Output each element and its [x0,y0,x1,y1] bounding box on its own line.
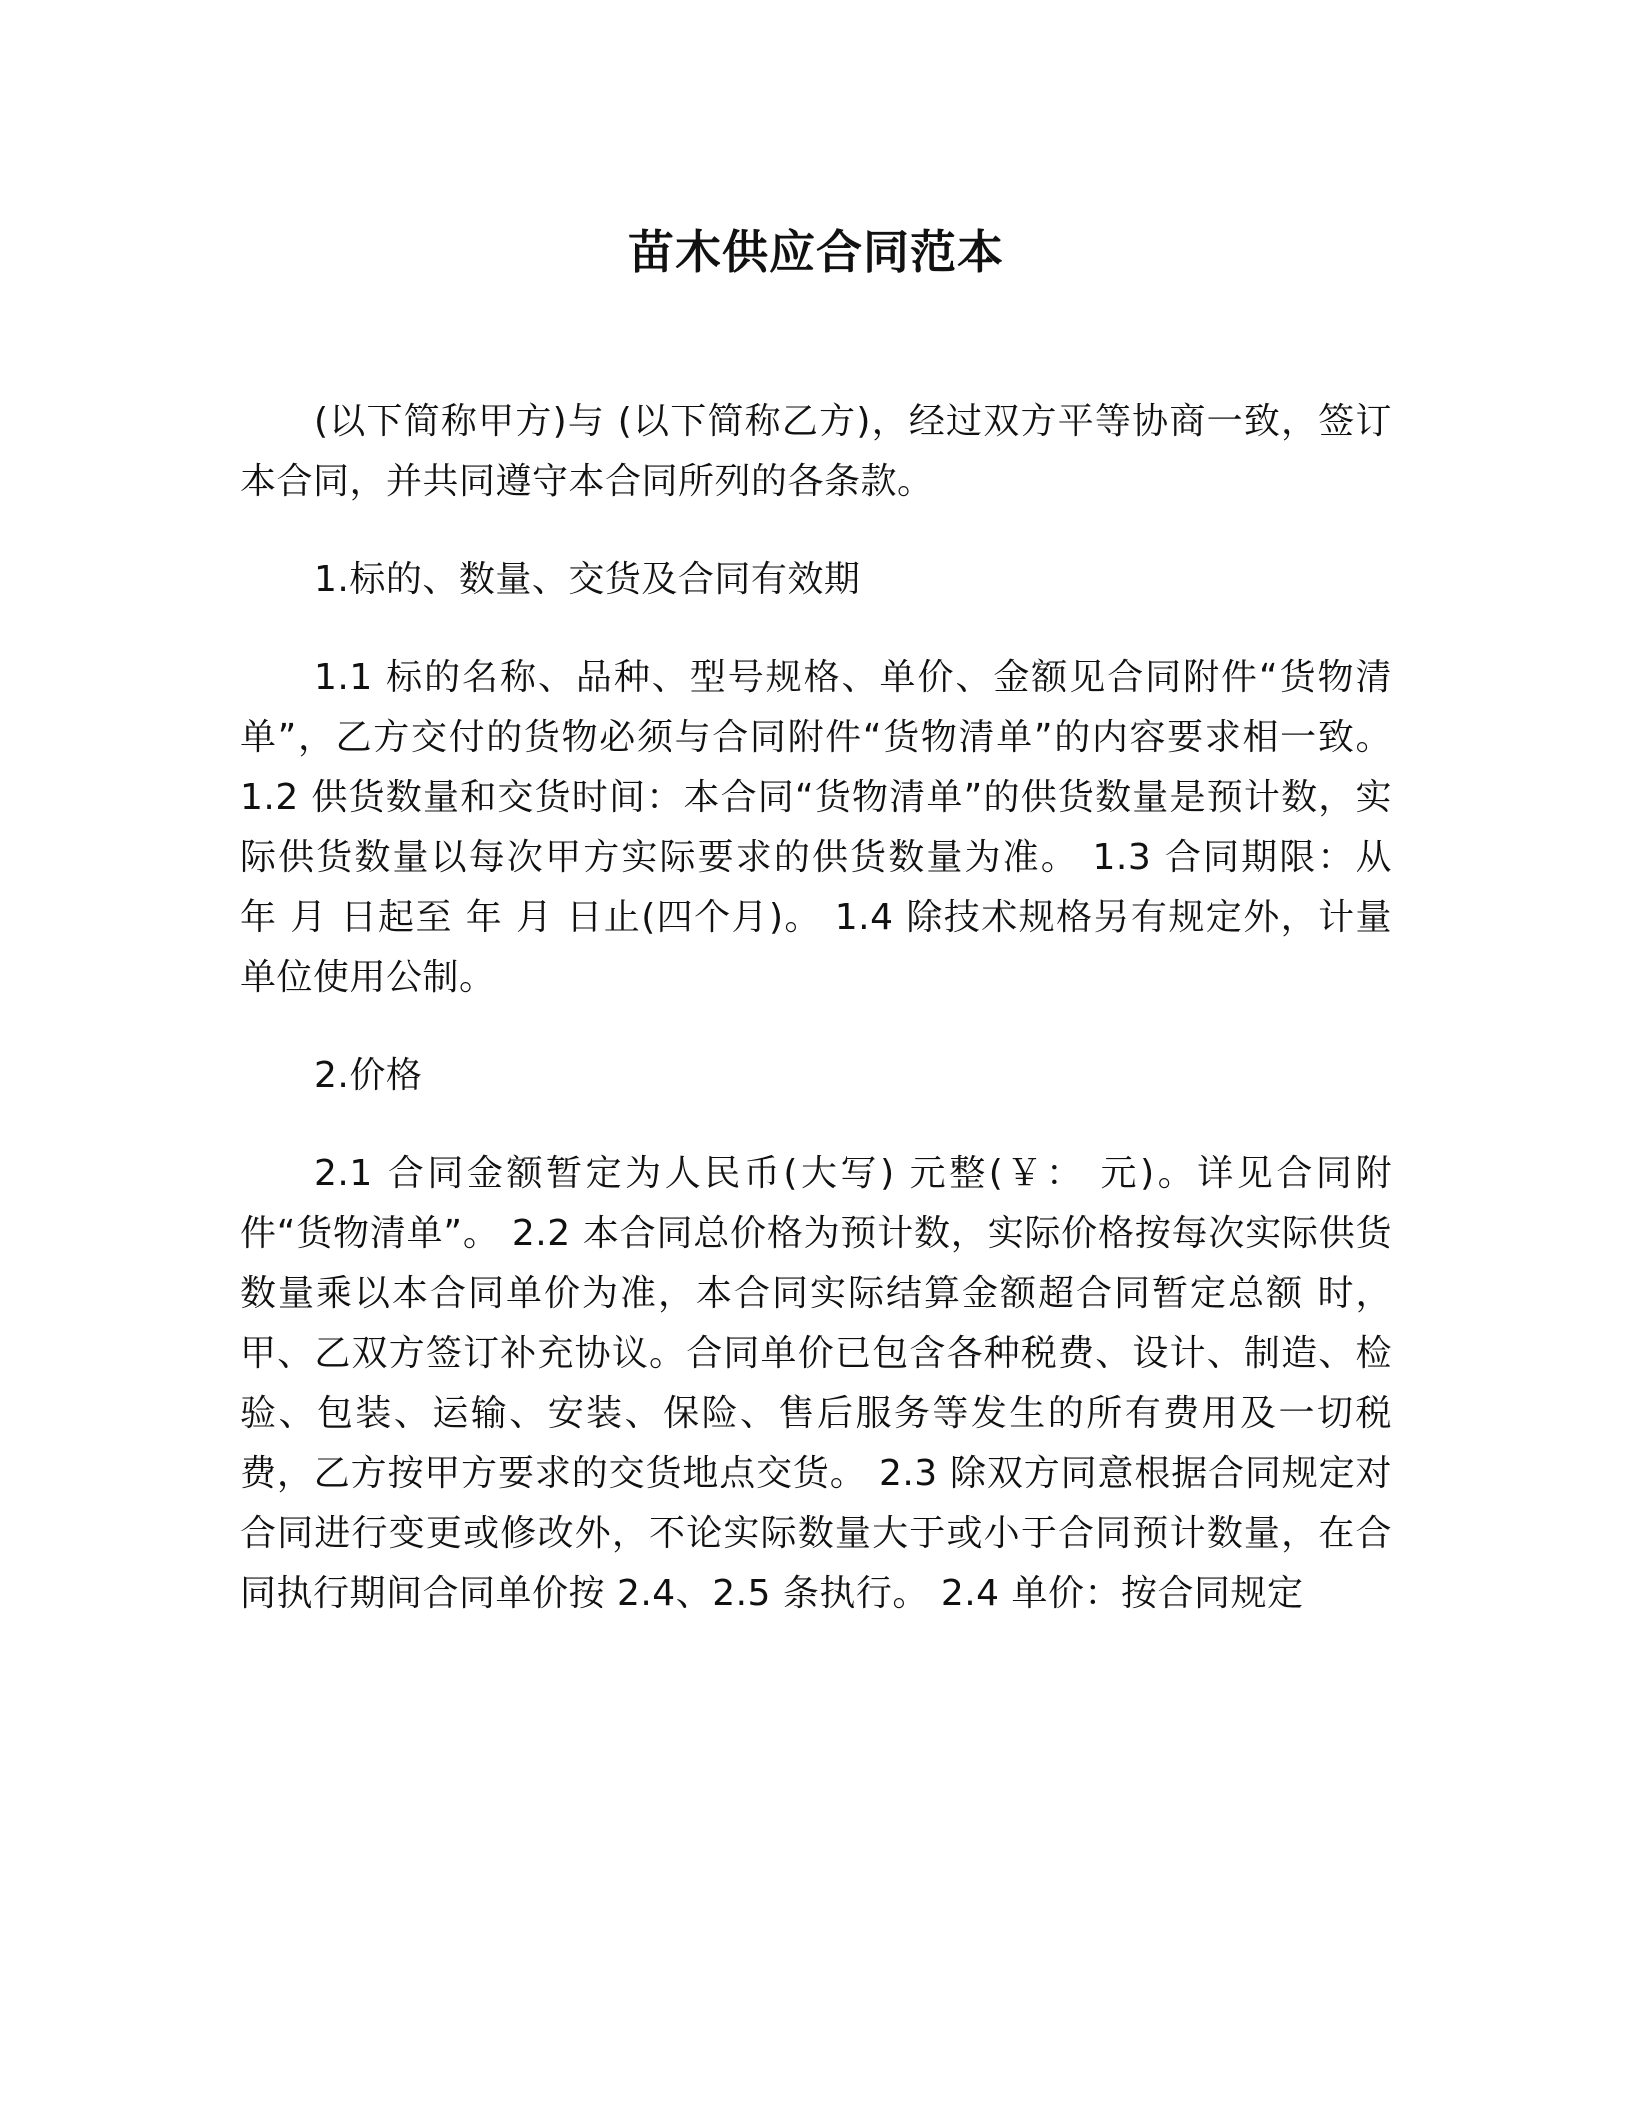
section-heading-2: 2.价格 [314,1055,423,1096]
section-heading-1: 1.标的、数量、交货及合同有效期 [314,559,861,600]
intro-paragraph: (以下简称甲方)与 (以下简称乙方)，经过双方平等协商一致，签订本合同，并共同遵守本合同所列的各条款。 [240,401,1392,502]
document-title: 苗木供应合同范本 [628,225,1004,279]
document-body [240,392,1392,1662]
section-1-paragraph: 1.1 标的名称、品种、型号规格、单价、金额见合同附件“货物清单”，乙方交付的货物必须与合同附件“货物清单”的内容要求相一致。 1.2 供货数量和交货时间：本合同“货物清单”的供货数量是预计数，实际供货数量以每次甲方实际要求的供货数量为准。 1.3 合同期限：从 年 月 日起至 年 月 日止(四个月)。 1.4 除技术规格另有规定外，计量单位使用公制。 [240,657,1392,998]
section-2-paragraph: 2.1 合同金额暂定为人民币(大写) 元整(￥： 元)。详见合同附件“货物清单”。 2.2 本合同总价格为预计数，实际价格按每次实际供货数量乘以本合同单价为准，本合同实际结算金额超合同暂定总额 时，甲、乙双方签订补充协议。合同单价已包含各种税费、设计、制造、检验、包装、运输、安装、保险、售后服务等发生的所有费用及一切税费，乙方按甲方要求的交货地点交货。 2.3 除双方同意根据合同规定对合同进行变更或修改外，不论实际数量大于或小于合同预计数量，在合同执行期间合同单价按 2.4、2.5 条执行。 2.4 单价：按合同规定 [240,1153,1392,1614]
